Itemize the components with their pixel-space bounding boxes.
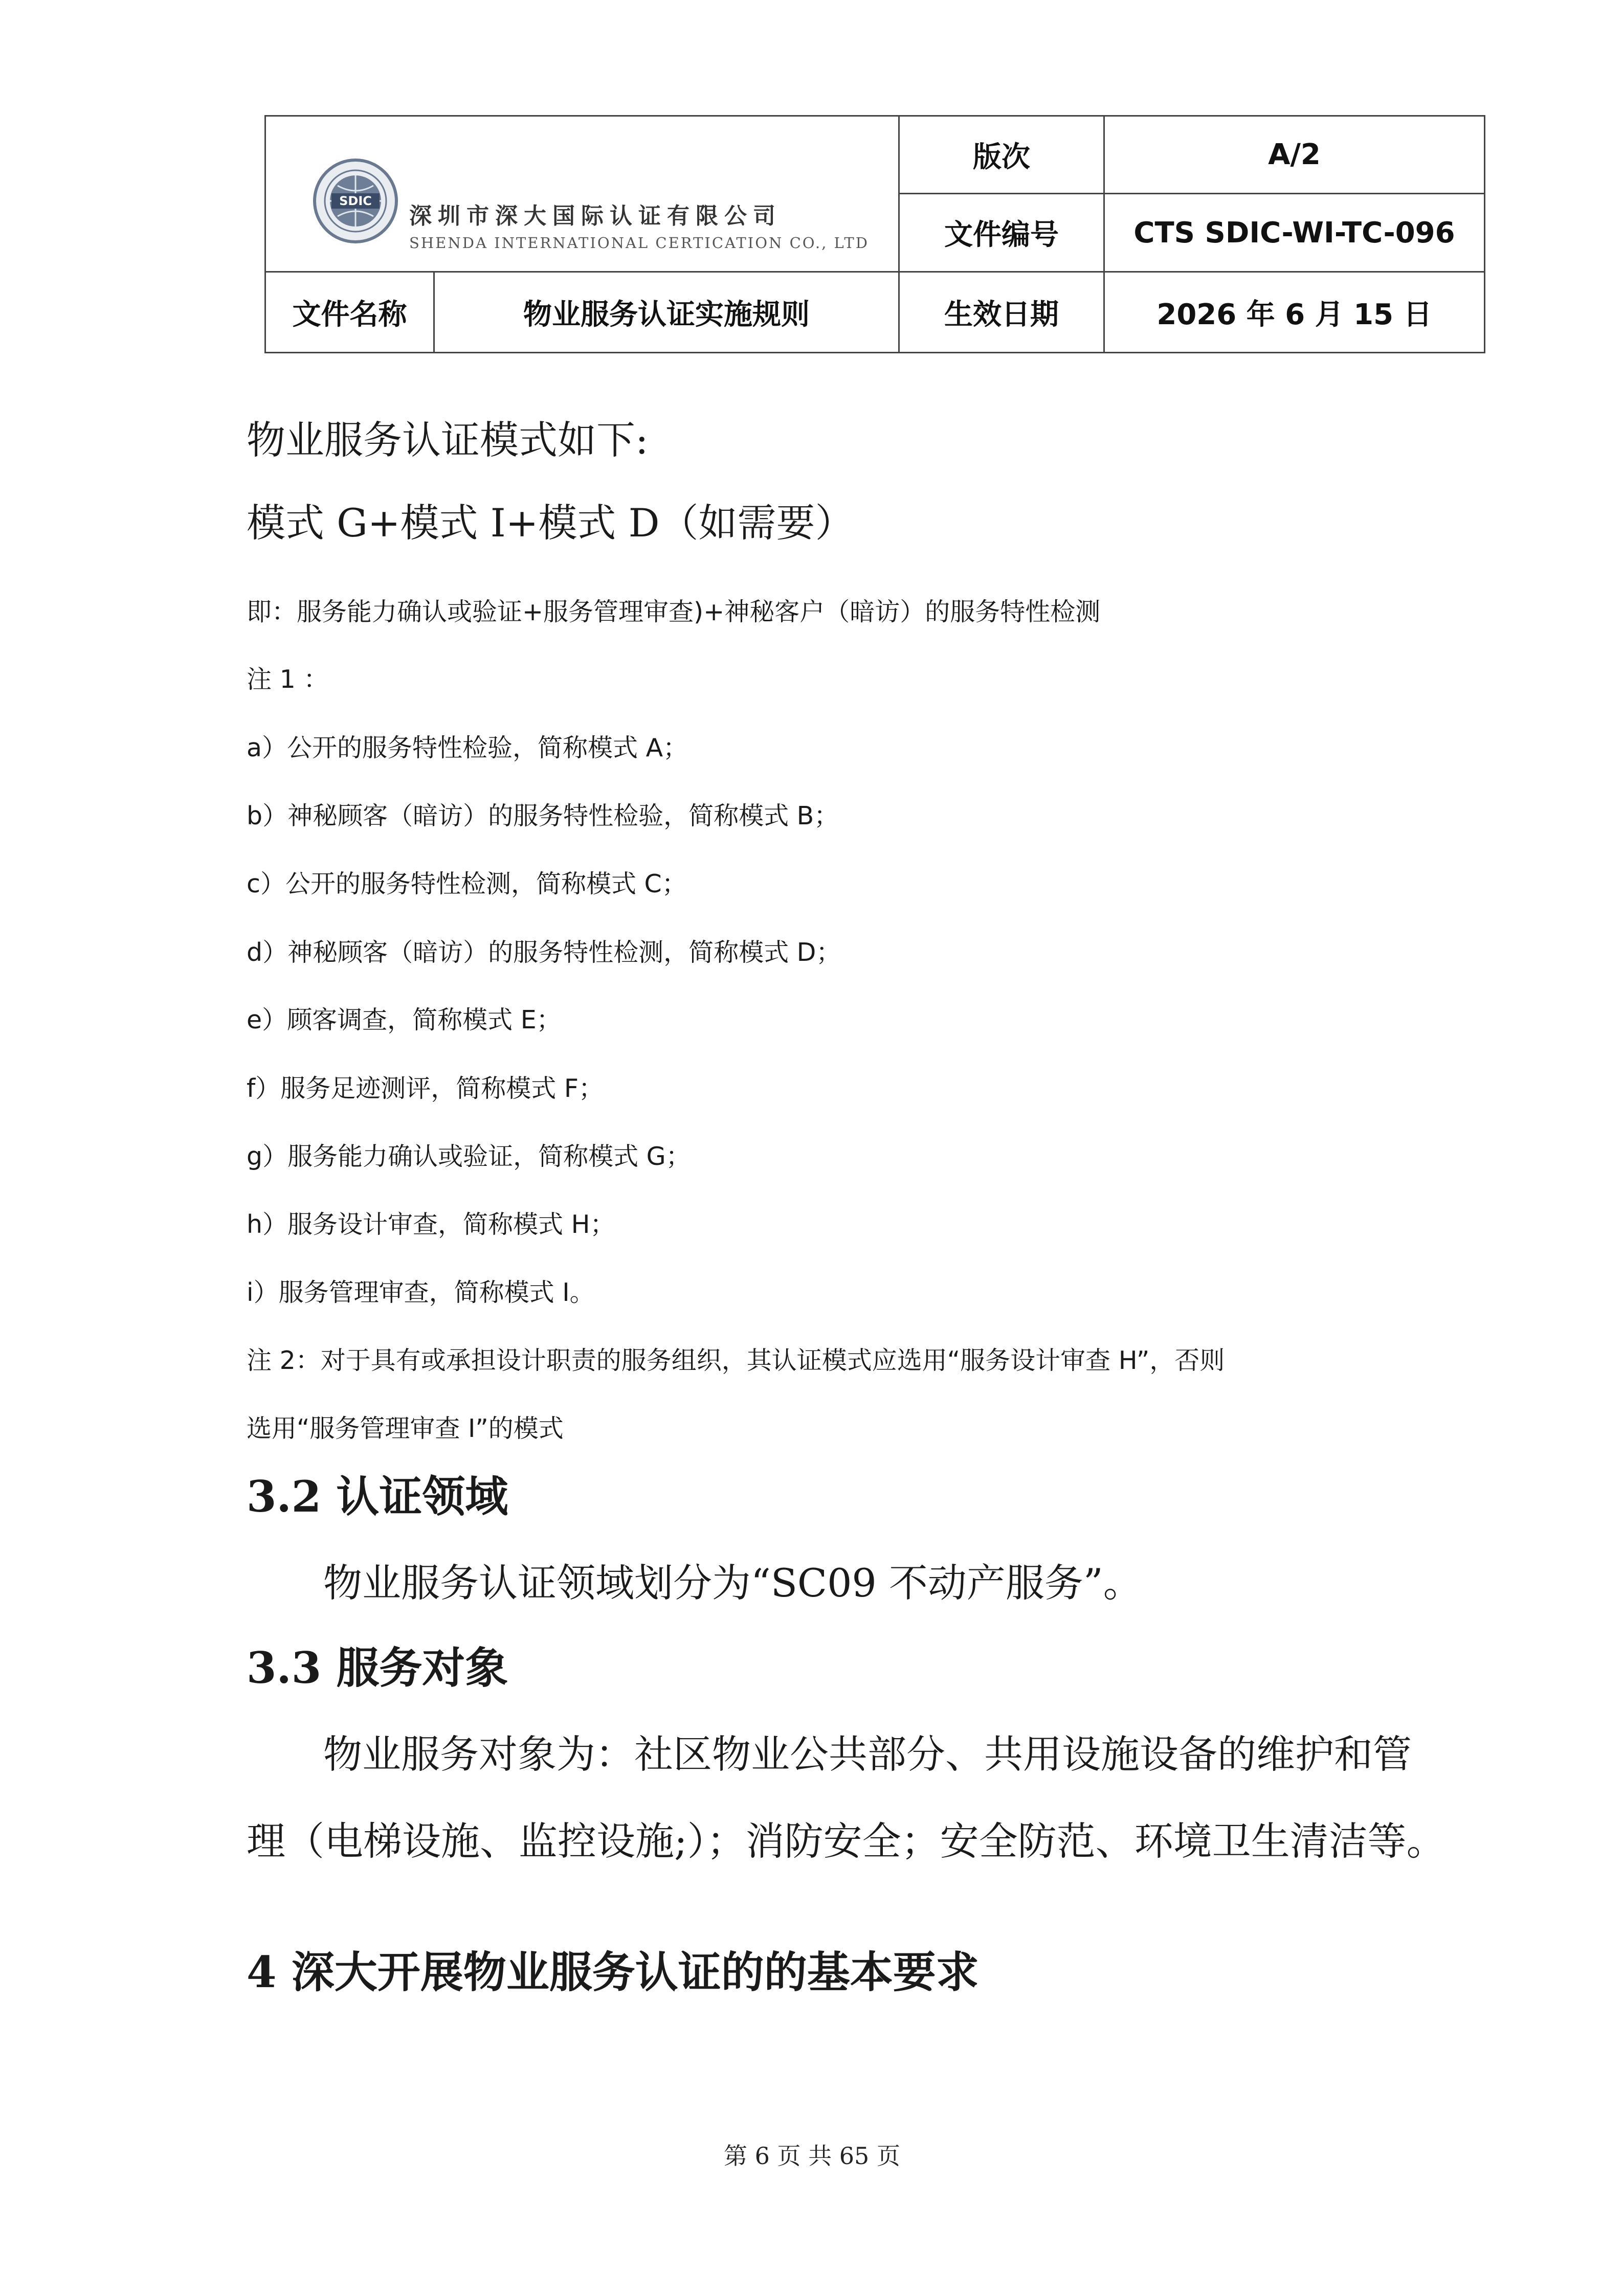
effective-date-label: 生效日期	[944, 298, 1059, 331]
company-name-cn: 深圳市深大国际认证有限公司	[409, 203, 782, 229]
document-number-value: CTS SDIC-WI-TC-096	[1133, 216, 1455, 250]
note1-item: g）服务能力确认或验证，简称模式 G；	[247, 1142, 691, 1171]
note1-item: h）服务设计审查，简称模式 H；	[247, 1210, 615, 1239]
version-value: A/2	[1268, 138, 1321, 171]
mode-explanation: 即：服务能力确认或验证+服务管理审查)+神秘客户（暗访）的服务特性检测	[247, 597, 1101, 626]
company-name-en: SHENDA INTERNATIONAL CERTICATION CO., LTD	[409, 234, 869, 252]
note1-item: c）公开的服务特性检测，简称模式 C；	[247, 869, 687, 898]
section-3-3-heading: 3.3 服务对象	[247, 1642, 508, 1693]
version-label: 版次	[973, 140, 1030, 174]
note2-line: 选用“服务管理审查 I”的模式	[247, 1414, 564, 1443]
section-4-heading: 4 深大开展物业服务认证的的基本要求	[247, 1947, 979, 1997]
sdic-seal-icon	[312, 157, 399, 244]
company-logo	[312, 157, 900, 270]
document-header-table	[264, 115, 1485, 353]
note1-item: d）神秘顾客（暗访）的服务特性检测，简称模式 D；	[247, 938, 841, 967]
note1-title: 注 1 ：	[247, 665, 329, 694]
section-3-3-text: 物业服务对象为：社区物业公共部分、共用设施设备的维护和管	[323, 1731, 1412, 1777]
effective-date-value: 2026 年 6 月 15 日	[1156, 298, 1432, 331]
note1-item: a）公开的服务特性检验，简称模式 A；	[247, 733, 688, 762]
document-name-label: 文件名称	[292, 298, 407, 331]
document-number-label: 文件编号	[944, 218, 1059, 252]
note1-item: e）顾客调查，简称模式 E；	[247, 1005, 562, 1034]
page-number: 第 6 页 共 65 页	[724, 2142, 900, 2170]
document-name-value: 物业服务认证实施规则	[523, 298, 810, 331]
note2-line: 注 2：对于具有或承担设计职责的服务组织，其认证模式应选用“服务设计审查 H”，否则	[247, 1346, 1225, 1375]
section-3-2-text: 物业服务认证领域划分为“SC09 不动产服务”。	[323, 1560, 1142, 1606]
note1-item: i）服务管理审查，简称模式 I。	[247, 1278, 595, 1307]
note1-item: f）服务足迹测评，简称模式 F；	[247, 1074, 604, 1103]
section-3-3-text: 理（电梯设施、监控设施;）；消防安全；安全防范、环境卫生清洁等。	[247, 1818, 1445, 1864]
mode-intro: 物业服务认证模式如下:	[247, 417, 649, 463]
svg-text:SDIC: SDIC	[339, 194, 372, 208]
section-3-2-heading: 3.2 认证领域	[247, 1471, 508, 1522]
note1-item: b）神秘顾客（暗访）的服务特性检验，简称模式 B；	[247, 801, 839, 830]
mode-formula: 模式 G+模式 I+模式 D（如需要）	[247, 500, 854, 546]
